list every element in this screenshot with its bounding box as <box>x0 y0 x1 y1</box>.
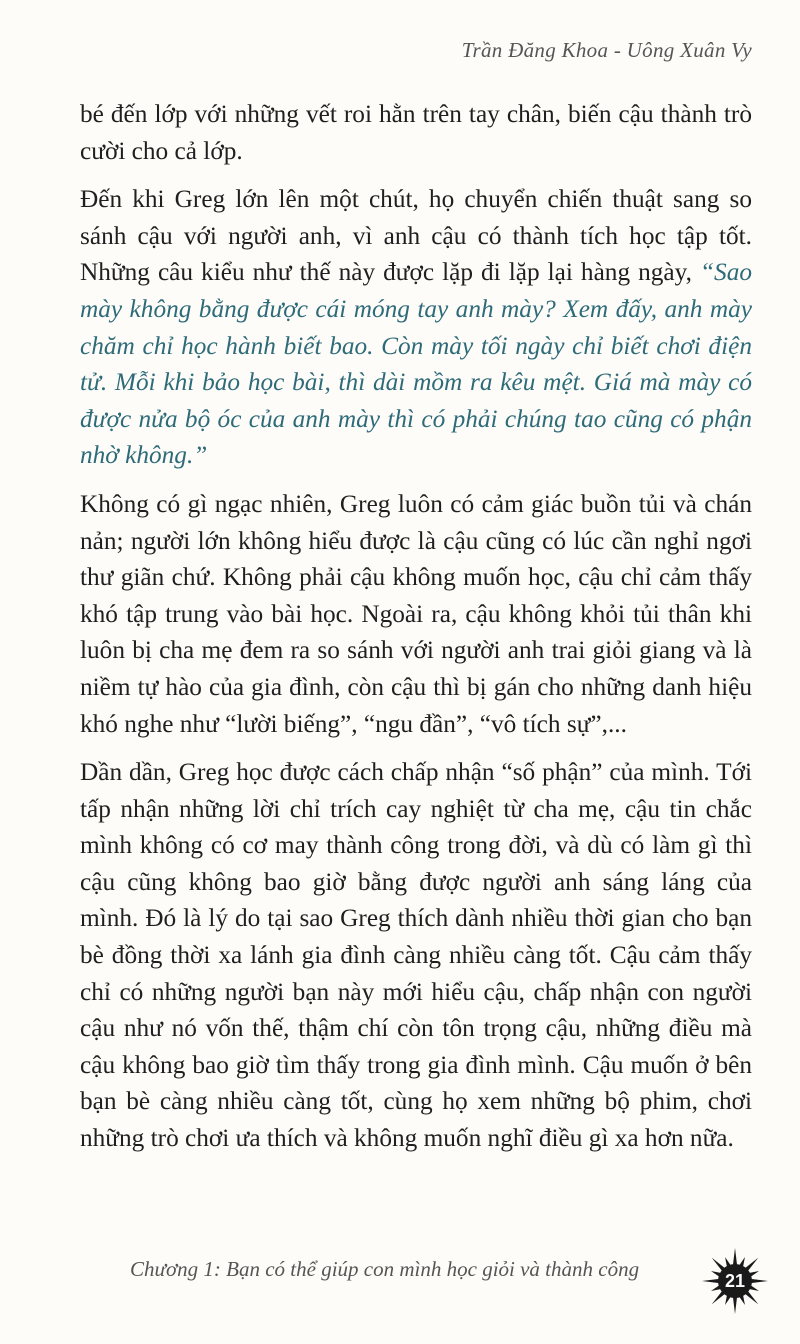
paragraph-2-lead: Đến khi Greg lớn lên một chút, họ chuyển chiến thuật sang so sánh cậu với người anh, vì anh cậu có thành tích học tập tốt. Những câu kiểu như thế này được lặp đi lặp lại hàng ngày, <box>80 185 752 287</box>
body-text <box>80 96 752 1169</box>
paragraph-4: Dần dần, Greg học được cách chấp nhận “số phận” của mình. Tới tấp nhận những lời chỉ trích cay nghiệt từ cha mẹ, cậu tin chắc mình không có cơ may thành công trong đời, và dù có làm gì thì cậu cũng không bao giờ bằng được người anh sáng láng của mình. Đó là lý do tại sao Greg thích dành nhiều thời gian cho bạn bè đồng thời xa lánh gia đình càng nhiều càng tốt. Cậu cảm thấy chỉ có những người bạn này mới hiểu cậu, chấp nhận con người cậu như nó vốn thế, thậm chí còn tôn trọng cậu, những điều mà cậu không bao giờ tìm thấy trong gia đình mình. Cậu muốn ở bên bạn bè càng nhiều càng tốt, cùng họ xem những bộ phim, chơi những trò chơi ưa thích và không muốn nghĩ điều gì xa hơn nữa. <box>80 758 752 1153</box>
page-number: 21 <box>724 1270 746 1291</box>
paragraph-3: Không có gì ngạc nhiên, Greg luôn có cảm giác buồn tủi và chán nản; người lớn không hiểu được là cậu cũng có lúc cần nghỉ ngơi thư giãn chứ. Không phải cậu không muốn học, cậu chỉ cảm thấy khó tập trung vào bài học. Ngoài ra, cậu không khỏi tủi thân khi luôn bị cha mẹ đem ra so sánh với người anh trai giỏi giang và là niềm tự hào của gia đình, còn cậu thì bị gán cho những danh hiệu khó nghe như “lười biếng”, “ngu đần”, “vô tích sự”,... <box>80 489 752 738</box>
paragraph-1: bé đến lớp với những vết roi hằn trên tay chân, biến cậu thành trò cười cho cả lớp. <box>80 100 752 165</box>
chapter-footer: Chương 1: Bạn có thể giúp con mình học giỏi và thành công <box>130 1257 640 1281</box>
parent-quote: “Sao mày không bằng được cái móng tay anh mày? Xem đấy, anh mày chăm chỉ học hành biết bao. Còn mày tối ngày chỉ biết chơi điện tử. Mỗi khi bảo học bài, thì dài mồm ra kêu mệt. Giá mà mày có được nửa bộ óc của anh mày thì có phải chúng tao cũng có phận nhờ không.” <box>80 258 752 470</box>
running-header: Trần Đăng Khoa - Uông Xuân Vy <box>461 38 752 62</box>
paragraph-2 <box>80 181 752 474</box>
page-number-badge <box>700 1246 770 1316</box>
